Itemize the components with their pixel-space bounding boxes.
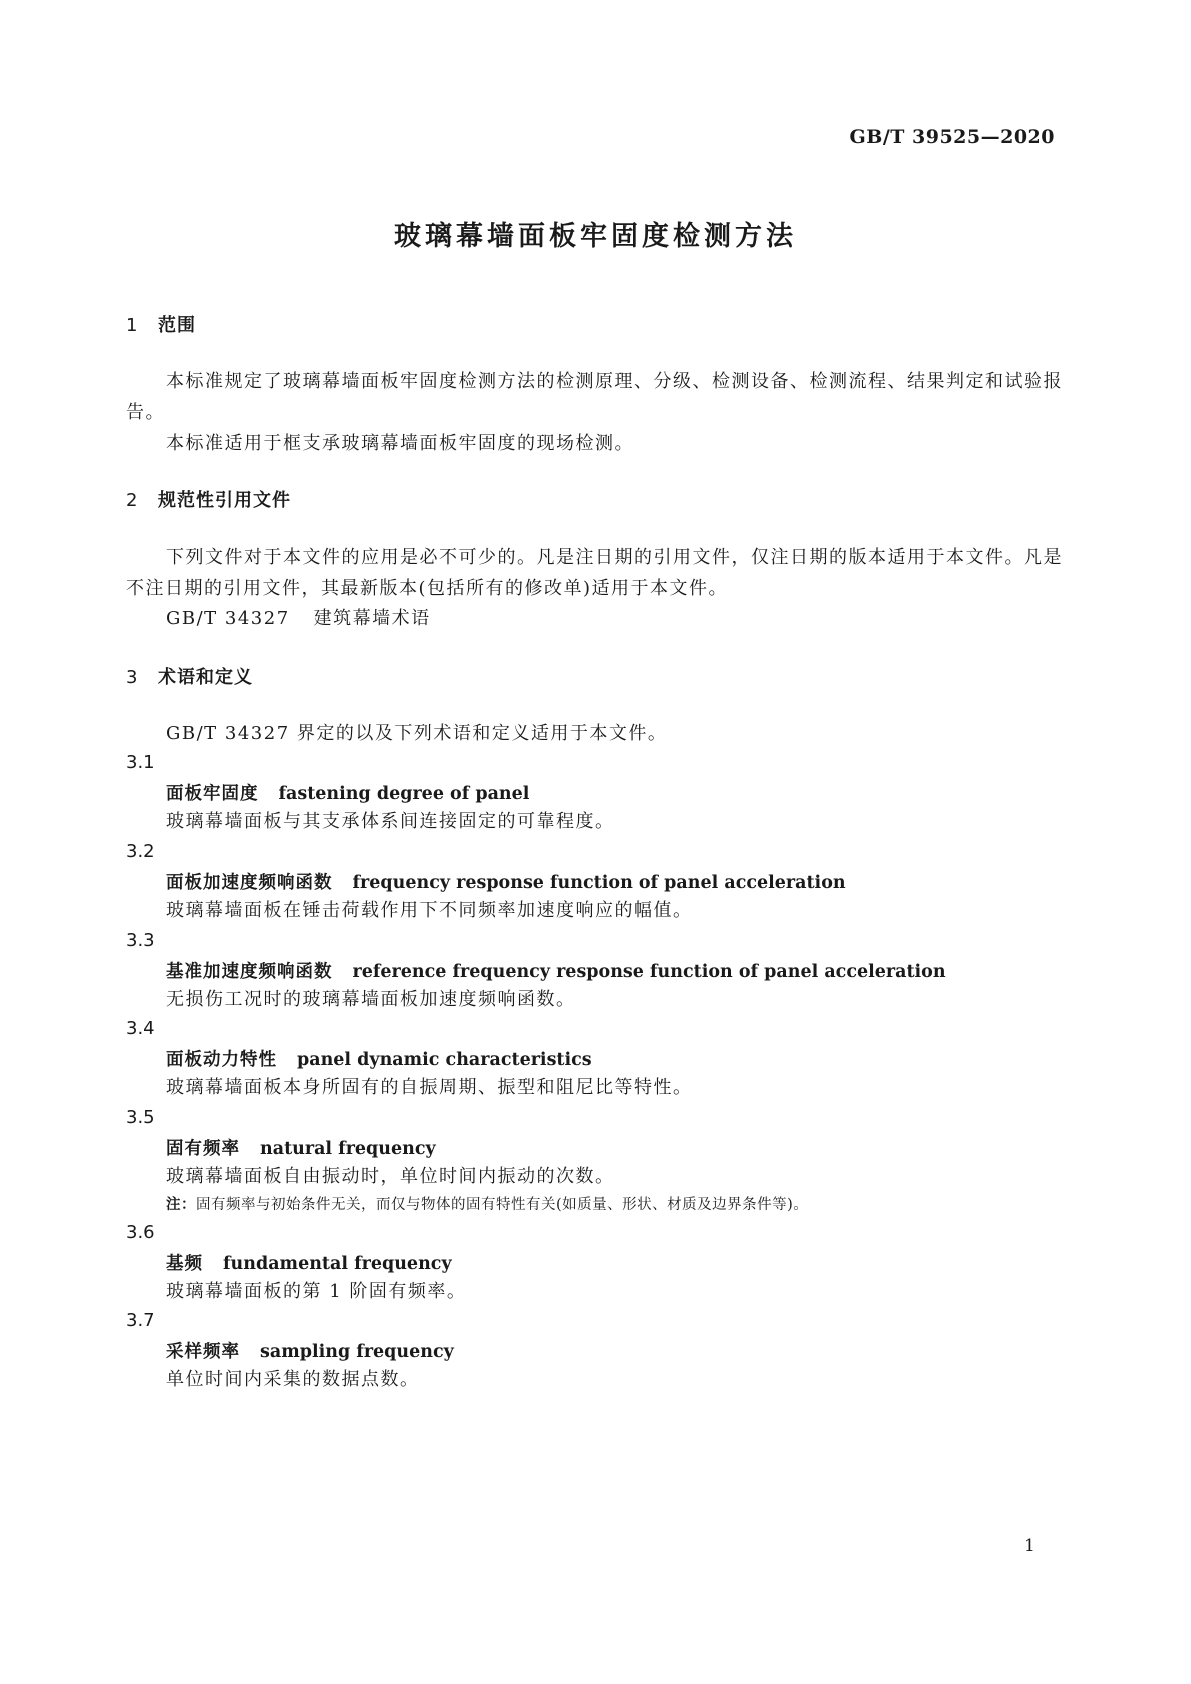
term-number: 3.6 (126, 1222, 155, 1243)
term-heading (166, 1046, 592, 1071)
term-chinese: 面板加速度频响函数 (166, 873, 333, 893)
term-definition: 玻璃幕墙面板的第 1 阶固有频率。 (166, 1281, 467, 1302)
term-chinese: 采样频率 (166, 1342, 240, 1362)
section-number: 2 (126, 490, 139, 511)
terms-intro: GB/T 34327 界定的以及下列术语和定义适用于本文件。 (166, 723, 668, 744)
term-english: natural frequency (260, 1139, 436, 1159)
section-number: 1 (126, 315, 139, 336)
reference-code: GB/T 34327 (166, 608, 290, 629)
reference-title: 建筑幕墙术语 (313, 608, 431, 629)
term-number: 3.4 (126, 1018, 155, 1039)
term-english: panel dynamic characteristics (297, 1050, 592, 1070)
term-english: sampling frequency (260, 1342, 454, 1362)
term-definition: 玻璃幕墙面板与其支承体系间连接固定的可靠程度。 (166, 811, 615, 832)
normative-references-paragraph: 下列文件对于本文件的应用是必不可少的。凡是注日期的引用文件，仅注日期的版本适用于本文件。凡是不注日期的引用文件，其最新版本(包括所有的修改单)适用于本文件。 (126, 547, 1063, 599)
term-number: 3.3 (126, 930, 155, 951)
term-number: 3.7 (126, 1310, 155, 1331)
section-title: 范围 (158, 315, 196, 336)
term-english: frequency response function of panel acceleration (352, 873, 846, 893)
term-definition: 玻璃幕墙面板在锤击荷载作用下不同频率加速度响应的幅值。 (166, 900, 693, 921)
standard-code: GB/T 39525—2020 (849, 126, 1055, 148)
section-1-heading (126, 311, 196, 337)
term-heading (166, 1338, 454, 1363)
note-label: 注： (166, 1197, 196, 1213)
term-heading (166, 780, 529, 805)
term-definition: 玻璃幕墙面板本身所固有的自振周期、振型和阻尼比等特性。 (166, 1077, 693, 1098)
term-chinese: 基频 (166, 1254, 203, 1274)
term-definition: 无损伤工况时的玻璃幕墙面板加速度频响函数。 (166, 989, 576, 1010)
term-number: 3.1 (126, 752, 155, 773)
term-english: fundamental frequency (223, 1254, 452, 1274)
note-text: 固有频率与初始条件无关，而仅与物体的固有特性有关(如质量、形状、材质及边界条件等)。 (196, 1197, 809, 1213)
section-title: 规范性引用文件 (158, 490, 291, 511)
term-heading (166, 869, 846, 894)
term-heading (166, 1250, 452, 1275)
term-number: 3.5 (126, 1107, 155, 1128)
term-number: 3.2 (126, 841, 155, 862)
section-2-heading (126, 486, 291, 512)
reference-item (166, 603, 431, 634)
term-note (166, 1193, 808, 1214)
term-chinese: 面板牢固度 (166, 784, 259, 804)
section-number: 3 (126, 667, 139, 688)
term-chinese: 固有频率 (166, 1139, 240, 1159)
term-definition: 单位时间内采集的数据点数。 (166, 1369, 420, 1390)
term-chinese: 基准加速度频响函数 (166, 962, 333, 982)
term-heading (166, 958, 946, 983)
term-heading (166, 1135, 436, 1160)
term-definition: 玻璃幕墙面板自由振动时，单位时间内振动的次数。 (166, 1166, 615, 1187)
term-english: reference frequency response function of panel acceleration (352, 962, 946, 982)
document-title: 玻璃幕墙面板牢固度检测方法 (394, 221, 797, 252)
scope-paragraph-1: 本标准规定了玻璃幕墙面板牢固度检测方法的检测原理、分级、检测设备、检测流程、结果判定和试验报告。 (126, 371, 1063, 423)
term-english: fastening degree of panel (278, 784, 530, 804)
term-chinese: 面板动力特性 (166, 1050, 277, 1070)
section-3-heading (126, 663, 253, 689)
scope-paragraph-2: 本标准适用于框支承玻璃幕墙面板牢固度的现场检测。 (166, 433, 634, 454)
section-title: 术语和定义 (158, 667, 253, 688)
page-number: 1 (1024, 1536, 1035, 1556)
